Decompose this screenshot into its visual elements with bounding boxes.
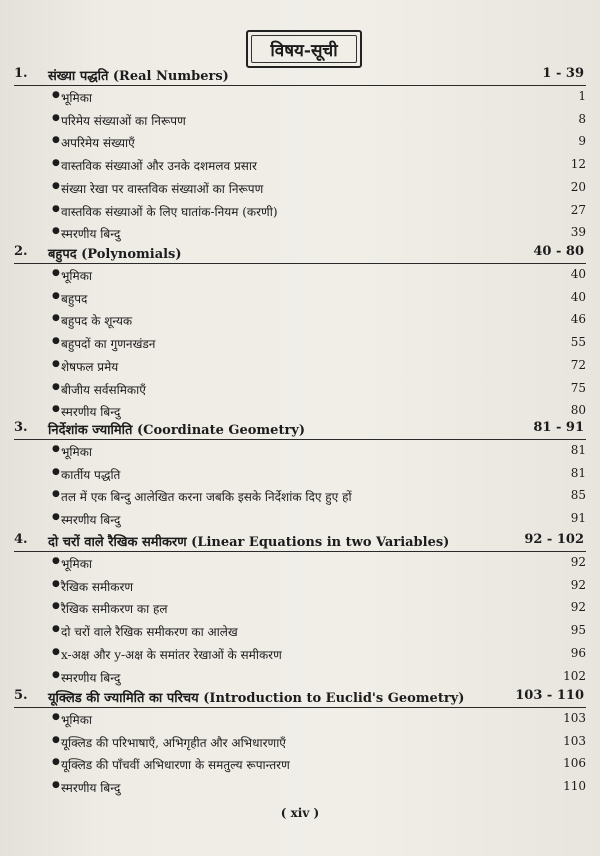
chapter-page-range: 40 - 80 (533, 244, 584, 259)
bullet-icon: ● (52, 489, 60, 500)
toc-entry-page: 81 (570, 465, 586, 480)
toc-entry-page: 103 (563, 733, 586, 748)
bullet-icon: ● (52, 313, 60, 324)
toc-entry (52, 310, 586, 330)
toc-entry (52, 732, 586, 752)
bullet-icon: ● (52, 290, 60, 301)
toc-entry-label: वास्तविक संख्याओं के लिए घातांक-नियम (करणी) (61, 204, 278, 219)
toc-entry-page: 96 (570, 645, 586, 660)
page-title: विषय-सूची (246, 30, 362, 68)
toc-entry (52, 201, 586, 221)
bullet-icon: ● (52, 512, 60, 523)
toc-entry-label: तल में एक बिन्दु आलेखित करना जबकि इसके निर्देशांक दिए हुए हों (61, 490, 352, 505)
chapter-title: बहुपद (Polynomials) (48, 247, 182, 262)
toc-entry-page: 40 (570, 289, 586, 304)
chapter-page-range: 81 - 91 (533, 420, 584, 435)
toc-entry-label: कार्तीय पद्धति (61, 467, 121, 482)
chapter-divider (14, 707, 586, 708)
toc-entry-page: 55 (570, 335, 586, 350)
bullet-icon: ● (52, 90, 60, 100)
chapter-title: निर्देशांक ज्यामिति (Coordinate Geometry) (48, 423, 306, 438)
toc-entry-label: बहुपद (61, 291, 88, 306)
chapter-divider (14, 439, 586, 440)
bullet-icon: ● (52, 578, 60, 589)
bullet-icon: ● (52, 203, 60, 214)
chapter-heading (14, 530, 584, 550)
toc-entry-page: 92 (570, 555, 586, 569)
toc-entry (52, 553, 586, 573)
chapter-page-range: 1 - 39 (542, 66, 584, 81)
chapter-heading (14, 686, 584, 706)
toc-entry-label: भूमिका (61, 445, 93, 459)
toc-entry-page: 39 (570, 225, 586, 240)
toc-entry-page: 80 (570, 403, 586, 418)
chapter-heading (14, 242, 584, 262)
bullet-icon: ● (52, 780, 60, 791)
toc-entry-page: 27 (570, 202, 586, 217)
bullet-icon: ● (52, 112, 60, 123)
toc-entry-page: 92 (570, 577, 586, 592)
toc-entry-page: 9 (578, 134, 586, 149)
toc-entry (52, 110, 586, 130)
toc-entry (52, 356, 586, 376)
toc-entry (52, 576, 586, 596)
toc-entry-label: भूमिका (61, 269, 93, 283)
toc-entry (52, 754, 586, 774)
toc-entry-label: बहुपद के शून्यक (61, 314, 133, 329)
bullet-icon: ● (52, 556, 60, 566)
toc-entry-label: शेषफल प्रमेय (61, 359, 119, 374)
bullet-icon: ● (52, 712, 60, 722)
toc-entry-page: 20 (570, 179, 586, 194)
toc-entry-page: 46 (570, 312, 586, 327)
bullet-icon: ● (52, 180, 60, 191)
chapter-heading (14, 64, 584, 84)
chapter-number: 5. (14, 688, 28, 703)
toc-entry (52, 644, 586, 664)
toc-entry (52, 486, 586, 506)
toc-entry-page: 110 (563, 779, 586, 794)
toc-entry-label: यूक्लिड की परिभाषाएँ, अभिगृहीत और अभिधारणाएँ (61, 735, 286, 750)
page-folio: ( xiv ) (280, 806, 320, 820)
toc-entry-label: वास्तविक संख्याओं और उनके दशमलव प्रसार (61, 159, 257, 174)
toc-entry-page: 103 (563, 711, 586, 725)
bullet-icon: ● (52, 466, 60, 477)
toc-entry (52, 777, 586, 797)
toc-entry-label: स्मरणीय बिन्दु (61, 513, 121, 528)
bullet-icon: ● (52, 444, 60, 454)
toc-entry-page: 85 (570, 488, 586, 503)
bullet-icon: ● (52, 226, 60, 237)
bullet-icon: ● (52, 601, 60, 612)
toc-entry-label: स्मरणीय बिन्दु (61, 670, 121, 685)
toc-entry (52, 709, 586, 729)
chapter-title: दो चरों वाले रैखिक समीकरण (Linear Equations in two Variables) (48, 535, 450, 550)
toc-entry-label: स्मरणीय बिन्दु (61, 405, 121, 420)
toc-entry (52, 155, 586, 175)
chapter-number: 2. (14, 244, 28, 259)
toc-entry-page: 106 (563, 756, 586, 771)
bullet-icon: ● (52, 158, 60, 169)
toc-entry-label: रैखिक समीकरण (61, 579, 134, 594)
toc-entry (52, 464, 586, 484)
bullet-icon: ● (52, 404, 60, 415)
toc-entry-label: x-अक्ष और y-अक्ष के समांतर रेखाओं के समीकरण (61, 647, 282, 662)
toc-entry-page: 92 (570, 600, 586, 615)
bullet-icon: ● (52, 135, 60, 146)
toc-entry-page: 95 (570, 623, 586, 638)
toc-entry-page: 91 (570, 511, 586, 526)
chapter-divider (14, 551, 586, 552)
toc-entry-page: 12 (570, 157, 586, 172)
toc-entry-label: भूमिका (61, 713, 93, 727)
chapter-title: संख्या पद्धति (Real Numbers) (48, 69, 229, 84)
bullet-icon: ● (52, 336, 60, 347)
bullet-icon: ● (52, 646, 60, 657)
chapter-number: 4. (14, 532, 28, 547)
toc-entry-page: 40 (570, 267, 586, 281)
toc-entry-label: भूमिका (61, 91, 93, 105)
toc-entry-page: 72 (570, 357, 586, 372)
bullet-icon: ● (52, 268, 60, 278)
toc-entry (52, 598, 586, 618)
chapter-divider (14, 85, 586, 86)
toc-entry-page: 102 (563, 668, 586, 683)
bullet-icon: ● (52, 734, 60, 745)
toc-entry-page: 1 (578, 89, 586, 103)
toc-entry (52, 265, 586, 285)
toc-entry-label: स्मरणीय बिन्दु (61, 781, 121, 796)
toc-entry-label: अपरिमेय संख्याएँ (61, 136, 135, 151)
toc-entry-label: रैखिक समीकरण का हल (61, 602, 168, 617)
chapter-number: 3. (14, 420, 28, 435)
bullet-icon: ● (52, 624, 60, 635)
chapter-page-range: 103 - 110 (515, 688, 584, 703)
bullet-icon: ● (52, 381, 60, 392)
chapter-heading (14, 418, 584, 438)
chapter-page-range: 92 - 102 (524, 532, 584, 547)
toc-entry (52, 667, 586, 687)
toc-entry-page: 81 (570, 443, 586, 457)
toc-entry (52, 441, 586, 461)
toc-entry (52, 223, 586, 243)
toc-entry (52, 621, 586, 641)
toc-entry (52, 288, 586, 308)
toc-entry-label: बीजीय सर्वसमिकाएँ (61, 382, 146, 397)
toc-entry-label: यूक्लिड की पाँचवीं अभिधारणा के समतुल्य रूपान्तरण (61, 758, 290, 773)
bullet-icon: ● (52, 757, 60, 768)
toc-entry-label: दो चरों वाले रैखिक समीकरण का आलेख (61, 625, 238, 640)
toc-entry-label: स्मरणीय बिन्दु (61, 227, 121, 242)
toc-entry (52, 333, 586, 353)
toc-entry (52, 132, 586, 152)
toc-entry-label: बहुपदों का गुणनखंडन (61, 337, 156, 352)
toc-entry (52, 379, 586, 399)
toc-entry (52, 87, 586, 107)
toc-entry (52, 509, 586, 529)
chapter-number: 1. (14, 66, 28, 81)
toc-entry (52, 178, 586, 198)
chapter-divider (14, 263, 586, 264)
toc-entry-page: 8 (578, 111, 586, 126)
toc-entry-label: परिमेय संख्याओं का निरूपण (61, 113, 186, 128)
toc-entry-label: भूमिका (61, 557, 93, 571)
toc-entry-label: संख्या रेखा पर वास्तविक संख्याओं का निरूपण (61, 181, 264, 196)
toc-entry-page: 75 (570, 380, 586, 395)
bullet-icon: ● (52, 358, 60, 369)
bullet-icon: ● (52, 669, 60, 680)
chapter-title: यूक्लिड की ज्यामिति का परिचय (Introduction to Euclid's Geometry) (48, 691, 465, 706)
